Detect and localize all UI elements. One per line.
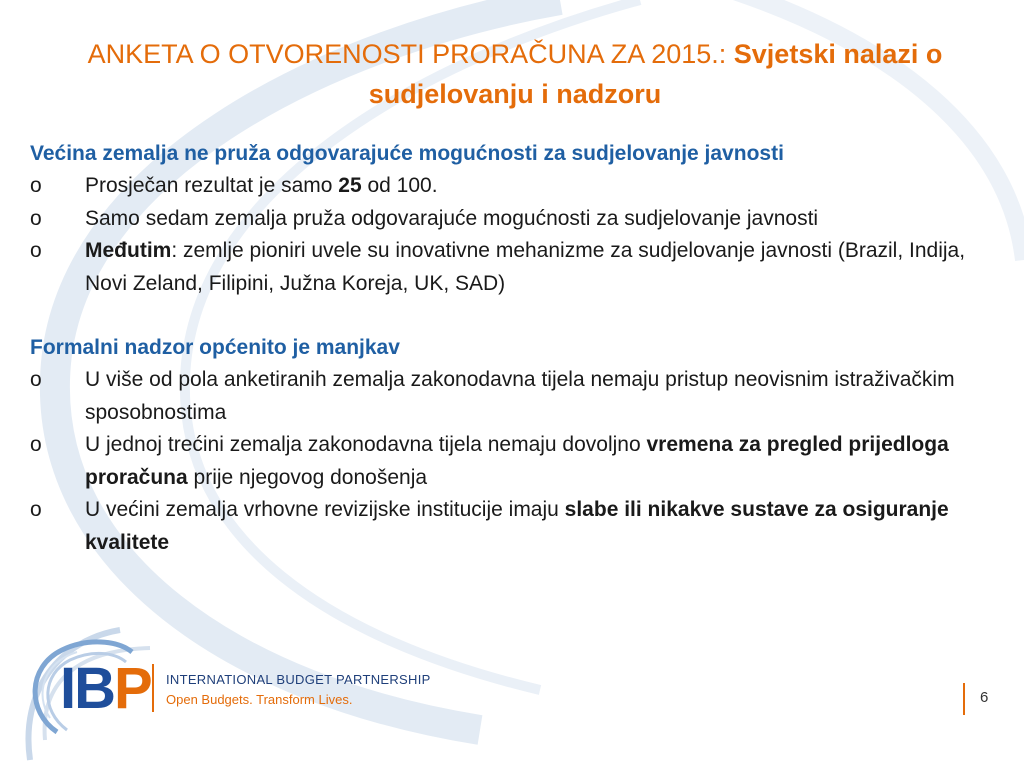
participation-bullet-list bbox=[30, 170, 1005, 300]
slide-title bbox=[40, 34, 990, 114]
logo-org-name: INTERNATIONAL BUDGET PARTNERSHIP bbox=[166, 672, 431, 687]
ibp-logo-letters bbox=[60, 656, 151, 721]
bullet-bold-text: Međutim bbox=[85, 239, 172, 262]
bullet-marker: o bbox=[30, 433, 42, 456]
logo-letter-p: P bbox=[114, 656, 151, 721]
page-number: 6 bbox=[980, 689, 989, 706]
bullet-text: U više od pola anketiranih zemalja zakonodavna tijela nemaju pristup neovisnim istraživačkim sposobnostima bbox=[85, 368, 955, 424]
section-heading-oversight: Formalni nadzor općenito je manjkav bbox=[30, 336, 400, 359]
title-part-2: Svjetski nalazi o sudjelovanju i nadzoru bbox=[368, 39, 943, 109]
logo-letters-ib: IB bbox=[60, 656, 114, 721]
ibp-logo bbox=[22, 632, 462, 742]
bullet-marker: o bbox=[30, 498, 42, 521]
logo-tagline: Open Budgets. Transform Lives. bbox=[166, 692, 353, 707]
bullet-text: Prosječan rezultat je samo bbox=[85, 174, 339, 197]
bullet-text: Samo sedam zemalja pruža odgovarajuće mogućnosti za sudjelovanje javnosti bbox=[85, 206, 819, 230]
slide-content bbox=[30, 138, 1005, 559]
bullet-text: prije njegovog donošenja bbox=[187, 465, 428, 489]
bullet-text: od 100. bbox=[361, 174, 438, 197]
list-item bbox=[30, 494, 1005, 559]
bullet-text: U većini zemalja vrhovne revizijske institucije imaju bbox=[85, 498, 565, 521]
bullet-marker: o bbox=[30, 174, 42, 197]
list-item bbox=[30, 364, 1005, 429]
list-item bbox=[30, 203, 1005, 236]
bullet-text: : zemlje pioniri uvele su inovativne mehanizme za sudjelovanje javnosti (Brazil, Indija, Novi Zeland, Filipini, Južna Koreja, UK, SAD) bbox=[85, 239, 966, 295]
title-part-1: ANKETA O OTVORENOSTI PRORAČUNA ZA 2015.: bbox=[87, 39, 734, 69]
list-item bbox=[30, 235, 1005, 300]
bullet-bold-text: 25 bbox=[338, 174, 362, 197]
bullet-text: U jednoj trećini zemalja zakonodavna tijela nemaju dovoljno bbox=[85, 433, 647, 456]
list-item bbox=[30, 429, 1005, 494]
bullet-marker: o bbox=[30, 368, 42, 391]
bullet-bold-text: vremena za pregled prijedloga proračuna bbox=[85, 433, 949, 489]
oversight-bullet-list bbox=[30, 364, 1005, 559]
section-heading-participation: Većina zemalja ne pruža odgovarajuće mogućnosti za sudjelovanje javnosti bbox=[30, 142, 784, 165]
page-number-divider bbox=[963, 683, 965, 715]
bullet-marker: o bbox=[30, 239, 42, 262]
bullet-bold-text: slabe ili nikakve sustave za osiguranje kvalitete bbox=[85, 498, 949, 554]
logo-divider bbox=[152, 664, 154, 712]
bullet-marker: o bbox=[30, 206, 42, 230]
list-item bbox=[30, 170, 1005, 203]
